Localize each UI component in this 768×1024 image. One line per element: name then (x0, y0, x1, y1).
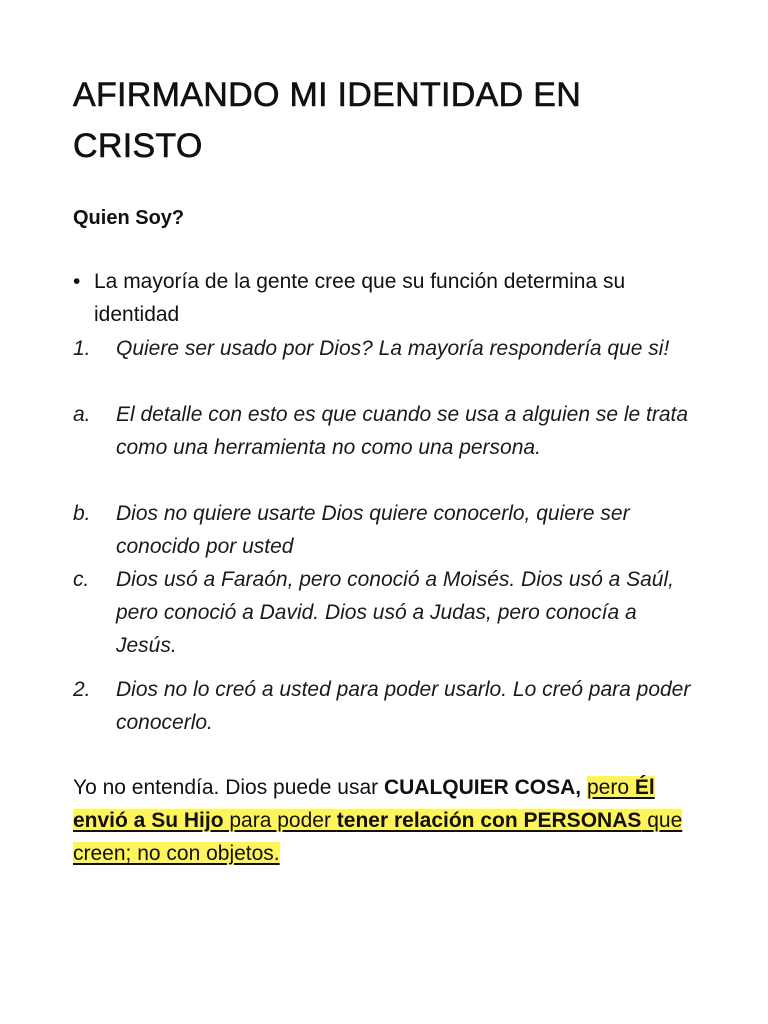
list-item-text: Dios usó a Faraón, pero conoció a Moisés. Dios usó a Saúl, pero conoció a David. Dios usó a Judas, pero conocía a Jesús. (116, 568, 674, 657)
list-item (73, 497, 703, 563)
highlighted-text: pero (587, 776, 635, 799)
list-marker: a. (73, 403, 91, 426)
bullet-marker: • (73, 270, 81, 293)
list-marker: 2. (73, 678, 91, 701)
closing-emphasis: CUALQUIER COSA, (383, 776, 582, 799)
list-item-text: El detalle con esto es que cuando se usa a alguien se le trata como una herramienta no como una persona. (116, 403, 689, 459)
closing-paragraph (73, 771, 713, 870)
list-item-text: Dios no quiere usarte Dios quiere conocerlo, quiere ser conocido por usted (116, 502, 630, 558)
list-item-text: Dios no lo creó a usted para poder usarlo. Lo creó para poder conocerlo. (116, 678, 691, 734)
list-item (73, 673, 703, 739)
highlighted-emphasis: Él envió a Su Hijo (73, 776, 655, 832)
list-item-text: Quiere ser usado por Dios? La mayoría respondería que si! (116, 337, 670, 360)
list-item (73, 563, 703, 662)
highlighted-emphasis: tener relación con PERSONAS (336, 809, 642, 832)
list-marker: c. (73, 568, 90, 591)
list-marker: 1. (73, 337, 91, 360)
list-marker: b. (73, 502, 91, 525)
list-item (73, 332, 703, 365)
highlighted-text: para poder (223, 809, 337, 832)
section-heading: Quien Soy? (73, 207, 185, 229)
highlighted-text: que creen; no con objetos. (73, 809, 683, 865)
list-item (73, 398, 703, 464)
closing-text: Yo no entendía. Dios puede usar (73, 776, 384, 799)
page-title: AFIRMANDO MI IDENTIDAD EN CRISTO (73, 76, 582, 165)
bullet-item (73, 265, 693, 331)
bullet-text: La mayoría de la gente cree que su función determina su identidad (94, 270, 626, 326)
